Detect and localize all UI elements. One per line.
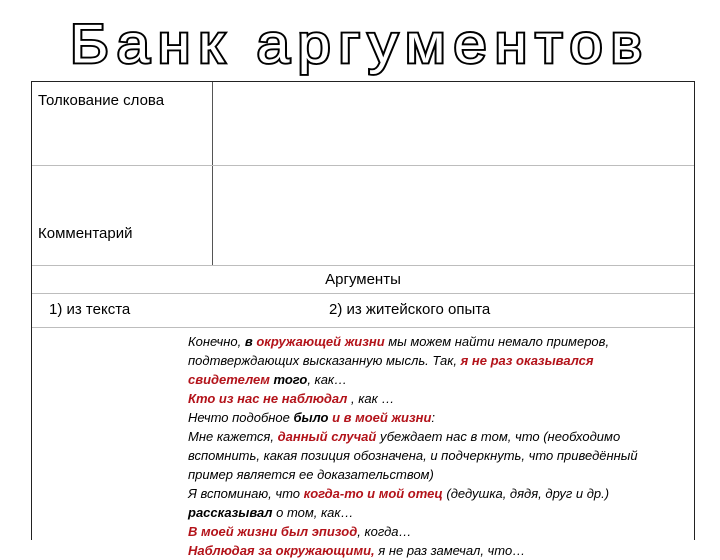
table-row-definition (32, 82, 694, 166)
phrase-line-4: Мне кажется, данный случай убеждает нас в том, что (необходимо вспомнить, какая позиция обозначена, и подчеркнуть, что приведённый пример является ее доказательством) (188, 429, 638, 482)
arguments-table (31, 81, 695, 558)
phrase-line-2: Кто из нас не наблюдал , как … (188, 391, 395, 406)
table-row-comment (32, 166, 694, 266)
phrase-line-6: В моей жизни был эпизод, когда… (188, 524, 412, 539)
phrase-line-5: Я вспоминаю, что когда-то и мой отец (дедушка, дядя, друг и др.) рассказывал о том, как… (188, 486, 610, 520)
table-row-phrases (32, 328, 694, 558)
table-row-argument-sources (32, 294, 694, 328)
page-title-text: Банк аргументов (70, 12, 650, 75)
source-from-life: 2) из житейского опыта (329, 301, 491, 318)
phrase-line-1: Конечно, в окружающей жизни мы можем найти немало примеров, подтверждающих высказанную мысль. Так, я не раз оказывался свидетелем того, как… (188, 334, 610, 387)
comment-label: Комментарий (38, 225, 133, 242)
source-from-text: 1) из текста (49, 301, 131, 318)
arguments-header: Аргументы (325, 271, 401, 288)
phrase-line-7: Наблюдая за окружающими, я не раз замечал, что… (188, 543, 526, 558)
table-row-arguments-header (32, 266, 694, 294)
definition-label: Толкование слова (38, 92, 165, 109)
phrase-line-3: Нечто подобное было и в моей жизни: (188, 410, 436, 425)
phrase-block (188, 332, 652, 560)
page-title (0, 0, 720, 78)
